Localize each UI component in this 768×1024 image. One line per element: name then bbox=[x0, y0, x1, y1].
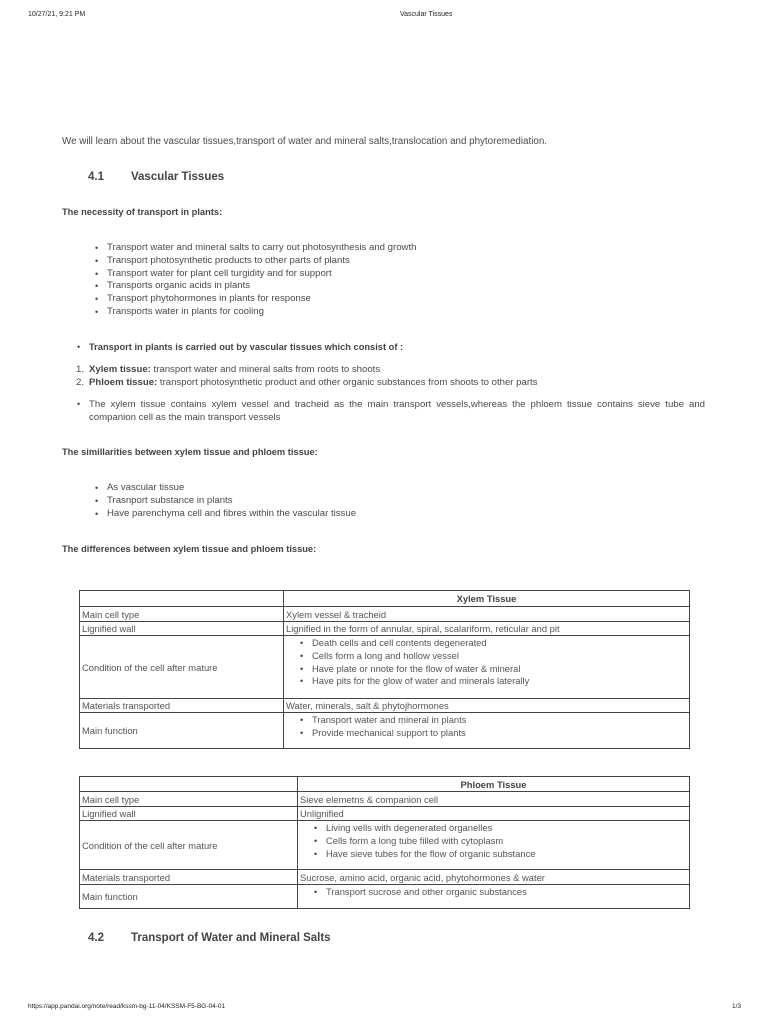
cell-list bbox=[300, 822, 687, 860]
list-item bbox=[76, 376, 538, 390]
necessity-list bbox=[107, 242, 416, 319]
row-label: Main function bbox=[80, 713, 284, 749]
list-item: • As vascular tissue bbox=[107, 482, 356, 495]
row-value: Unlignified bbox=[298, 807, 690, 821]
term-xylem: Xylem tissue: bbox=[89, 364, 151, 375]
table-row bbox=[80, 699, 690, 713]
table-row bbox=[80, 636, 690, 699]
table-header-row bbox=[80, 777, 690, 792]
table-cell-empty bbox=[80, 591, 284, 607]
table-row bbox=[80, 885, 690, 909]
row-label: Condition of the cell after mature bbox=[80, 821, 298, 870]
similarities-heading: The simillarities between xylem tissue and phloem tissue: bbox=[62, 447, 318, 457]
xylem-table bbox=[79, 590, 690, 749]
row-value bbox=[298, 885, 690, 909]
list-item: • Have parenchyma cell and fibres within the vascular tissue bbox=[107, 508, 356, 521]
table-row bbox=[80, 792, 690, 807]
phloem-table bbox=[79, 776, 690, 909]
list-item: • Transport water and mineral in plants bbox=[312, 714, 687, 727]
list-number: 1. bbox=[76, 364, 85, 375]
row-value: Sucrose, amino acid, organic acid, phytohormones & water bbox=[298, 870, 690, 885]
print-url: https://app.pandai.org/note/read/kssm-bg-11-04/KSSM-F5-BG-04-01 bbox=[28, 1003, 226, 1010]
row-value bbox=[298, 821, 690, 870]
row-label: Main function bbox=[80, 885, 298, 909]
cell-list bbox=[286, 637, 687, 688]
section-number: 4.2 bbox=[88, 932, 104, 944]
vascular-lead: Transport in plants is carried out by vascular tissues which consist of : bbox=[89, 342, 404, 352]
cell-list bbox=[300, 886, 687, 899]
print-page-number: 1/3 bbox=[732, 1003, 742, 1010]
phloem-table-header: Phloem Tissue bbox=[298, 777, 690, 792]
list-item: • Cells form a long tube filled with cytoplasm bbox=[326, 835, 687, 848]
list-item: • Have sieve tubes for the flow of organic substance bbox=[326, 848, 687, 861]
section-title: Vascular Tissues bbox=[131, 171, 225, 183]
necessity-heading: The necessity of transport in plants: bbox=[62, 207, 223, 217]
table-row bbox=[80, 713, 690, 749]
row-label: Main cell type bbox=[80, 792, 298, 807]
row-value bbox=[284, 636, 690, 699]
row-label: Condition of the cell after mature bbox=[80, 636, 284, 699]
print-page-title: Vascular Tissues bbox=[400, 11, 453, 18]
bullet-icon: • bbox=[77, 399, 81, 409]
table-header-row bbox=[80, 591, 690, 607]
list-item: • Transport photosynthetic products to other parts of plants bbox=[107, 255, 416, 268]
row-value: Sieve elemetns & companion cell bbox=[298, 792, 690, 807]
section-title: Transport of Water and Mineral Salts bbox=[131, 932, 331, 944]
list-item: • Transport sucrose and other organic substances bbox=[326, 886, 687, 899]
row-label: Materials transported bbox=[80, 870, 298, 885]
row-value: Lignified in the form of annular, spiral, scalariform, reticular and pit bbox=[284, 622, 690, 636]
table-row bbox=[80, 870, 690, 885]
table-row bbox=[80, 607, 690, 622]
list-item: • Death cells and cell contents degenerated bbox=[312, 637, 687, 650]
section-number: 4.1 bbox=[88, 171, 104, 183]
list-item: • Transports organic acids in plants bbox=[107, 280, 416, 293]
list-item: • Transport water and mineral salts to carry out photosynthesis and growth bbox=[107, 242, 416, 255]
vascular-note: The xylem tissue contains xylem vessel and tracheid as the main transport vessels,whereas the phloem tissue contains sieve tube and companion cell as the main transport vessels bbox=[89, 399, 705, 423]
list-item: • Provide mechanical support to plants bbox=[312, 727, 687, 740]
print-datetime: 10/27/21, 9:21 PM bbox=[28, 11, 86, 18]
row-label: Main cell type bbox=[80, 607, 284, 622]
differences-heading: The differences between xylem tissue and phloem tissue: bbox=[62, 544, 317, 554]
list-item: • Have plate or nnote for the flow of water & mineral bbox=[312, 663, 687, 676]
cell-list bbox=[286, 714, 687, 740]
table-row bbox=[80, 807, 690, 821]
bullet-icon: • bbox=[77, 342, 81, 352]
term-phloem: Phloem tissue: bbox=[89, 376, 158, 388]
row-value: Water, minerals, salt & phytojhormones bbox=[284, 699, 690, 713]
vascular-numbered-list bbox=[76, 364, 538, 390]
row-value: Xylem vessel & tracheid bbox=[284, 607, 690, 622]
list-item: • Transport water for plant cell turgidity and for support bbox=[107, 268, 416, 281]
table-cell-empty bbox=[80, 777, 298, 792]
definition-text: transport water and mineral salts from roots to shoots bbox=[150, 364, 381, 375]
list-number: 2. bbox=[76, 376, 85, 388]
similarities-list bbox=[107, 482, 356, 520]
xylem-table-header: Xylem Tissue bbox=[284, 591, 690, 607]
list-item: • Transport phytohormones in plants for response bbox=[107, 293, 416, 306]
list-item: • Transports water in plants for cooling bbox=[107, 306, 416, 319]
list-item: • Have pits for the glow of water and minerals laterally bbox=[312, 675, 687, 688]
table-row bbox=[80, 622, 690, 636]
row-label: Lignified wall bbox=[80, 807, 298, 821]
row-value bbox=[284, 713, 690, 749]
definition-text: transport photosynthetic product and other organic substances from shoots to other parts bbox=[157, 376, 538, 388]
list-item: • Trasnport substance in plants bbox=[107, 495, 356, 508]
intro-text: We will learn about the vascular tissues,transport of water and mineral salts,translocation and phytoremediation. bbox=[62, 136, 548, 147]
row-label: Lignified wall bbox=[80, 622, 284, 636]
row-label: Materials transported bbox=[80, 699, 284, 713]
table-row bbox=[80, 821, 690, 870]
list-item: • Cells form a long and hollow vessel bbox=[312, 650, 687, 663]
list-item bbox=[76, 364, 537, 377]
list-item: • Living vells with degenerated organelles bbox=[326, 822, 687, 835]
